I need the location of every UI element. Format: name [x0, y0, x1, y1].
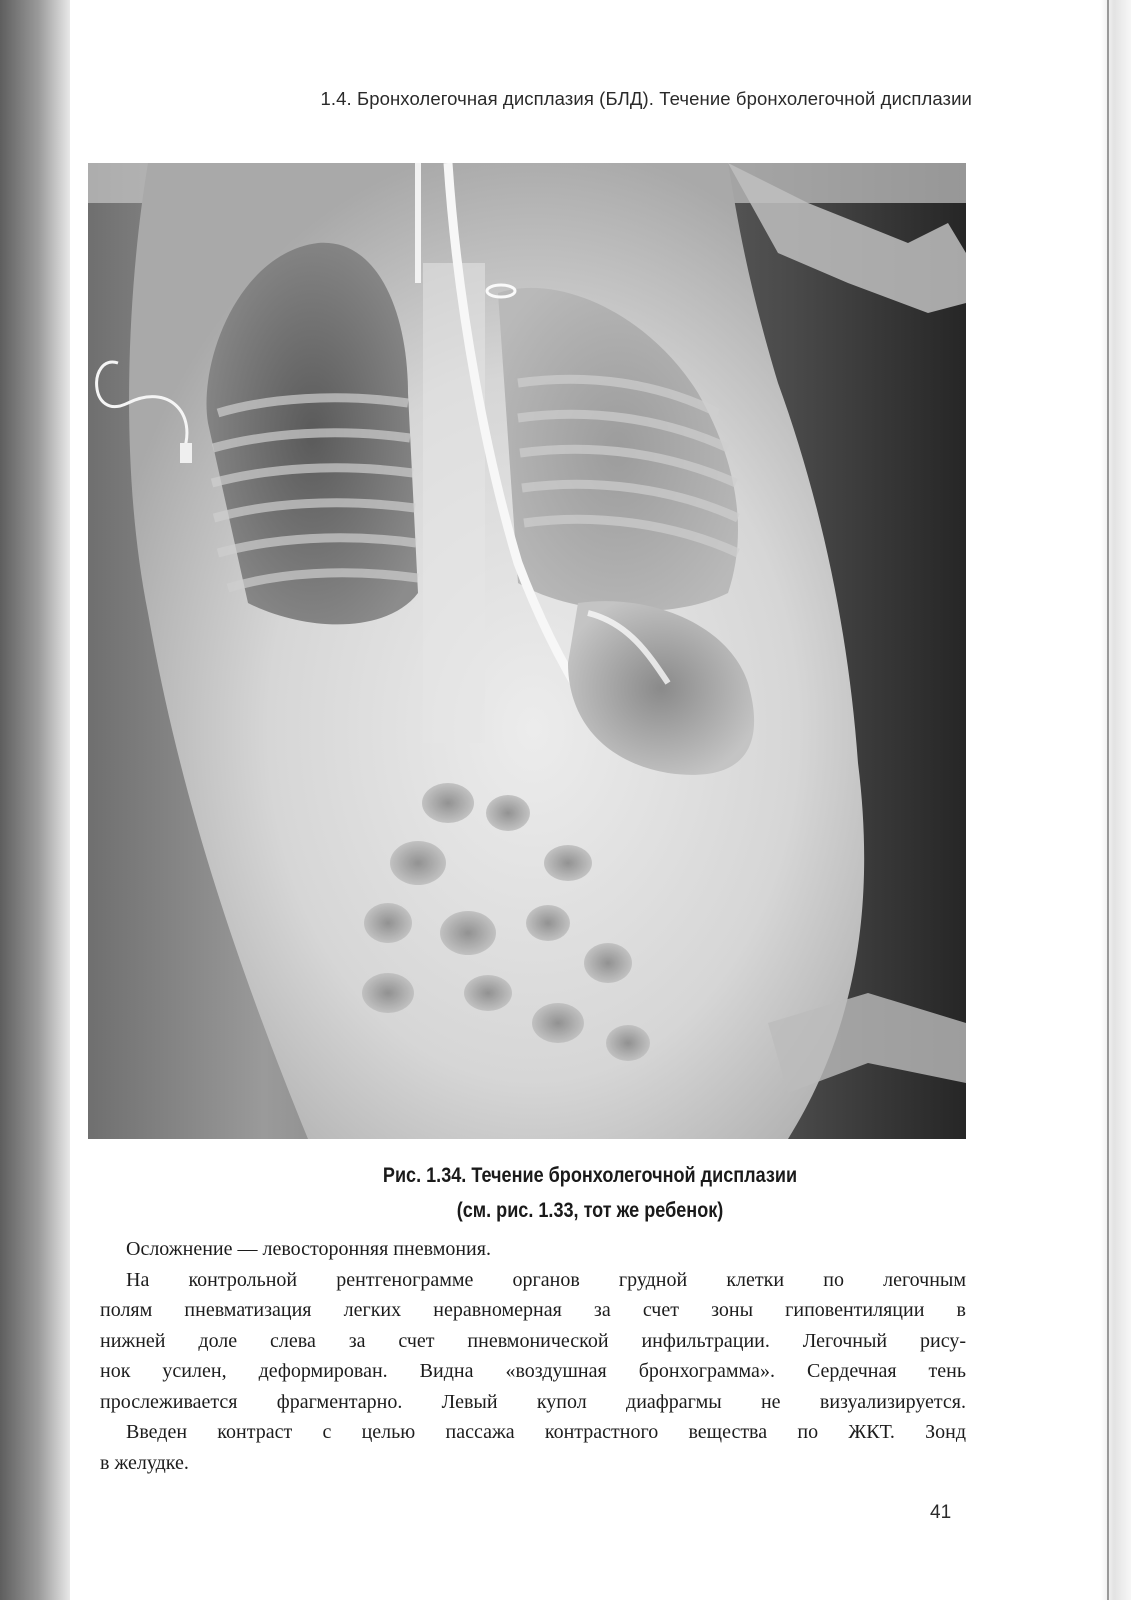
- paragraph-contrast-line-1: Введен контраст с целью пассажа контрастного вещества по ЖКТ. Зонд: [126, 1421, 966, 1443]
- running-header: 1.4. Бронхолегочная дисплазия (БЛД). Течение бронхолегочной дисплазии: [320, 88, 972, 109]
- caption-line-2: (см. рис. 1.33, тот же ребенок): [456, 1199, 724, 1222]
- paragraph-findings-line-5: прослеживается фрагментарно. Левый купол диафрагмы не визуализируется.: [100, 1390, 966, 1413]
- paragraph-findings-line-3: нижней доле слева за счет пневмонической инфильтрации. Легочный рису-: [100, 1329, 966, 1352]
- xray-figure: [88, 163, 966, 1139]
- paragraph-findings-line-4: нок усилен, деформирован. Видна «воздушная бронхограмма». Сердечная тень: [100, 1360, 966, 1382]
- figure-caption: [289, 1158, 891, 1228]
- page-edge: [1071, 0, 1131, 1600]
- page-number: 41: [930, 1502, 952, 1523]
- caption-line-1: Рис. 1.34. Течение бронхолегочной дисплазии: [382, 1164, 798, 1187]
- paragraph-findings-line-2: полям пневматизация легких неравномерная за счет зоны гиповентиляции в: [100, 1299, 966, 1321]
- xray-image-icon: [88, 163, 966, 1139]
- paragraph-complication: Осложнение — левосторонняя пневмония.: [126, 1238, 491, 1260]
- binding-gutter-shadow: [0, 0, 70, 1600]
- paragraph-findings-line-1: На контрольной рентгенограмме органов грудной клетки по легочным: [126, 1268, 966, 1291]
- body-text: [100, 1234, 966, 1478]
- paragraph-contrast-line-2: в желудке.: [100, 1451, 189, 1474]
